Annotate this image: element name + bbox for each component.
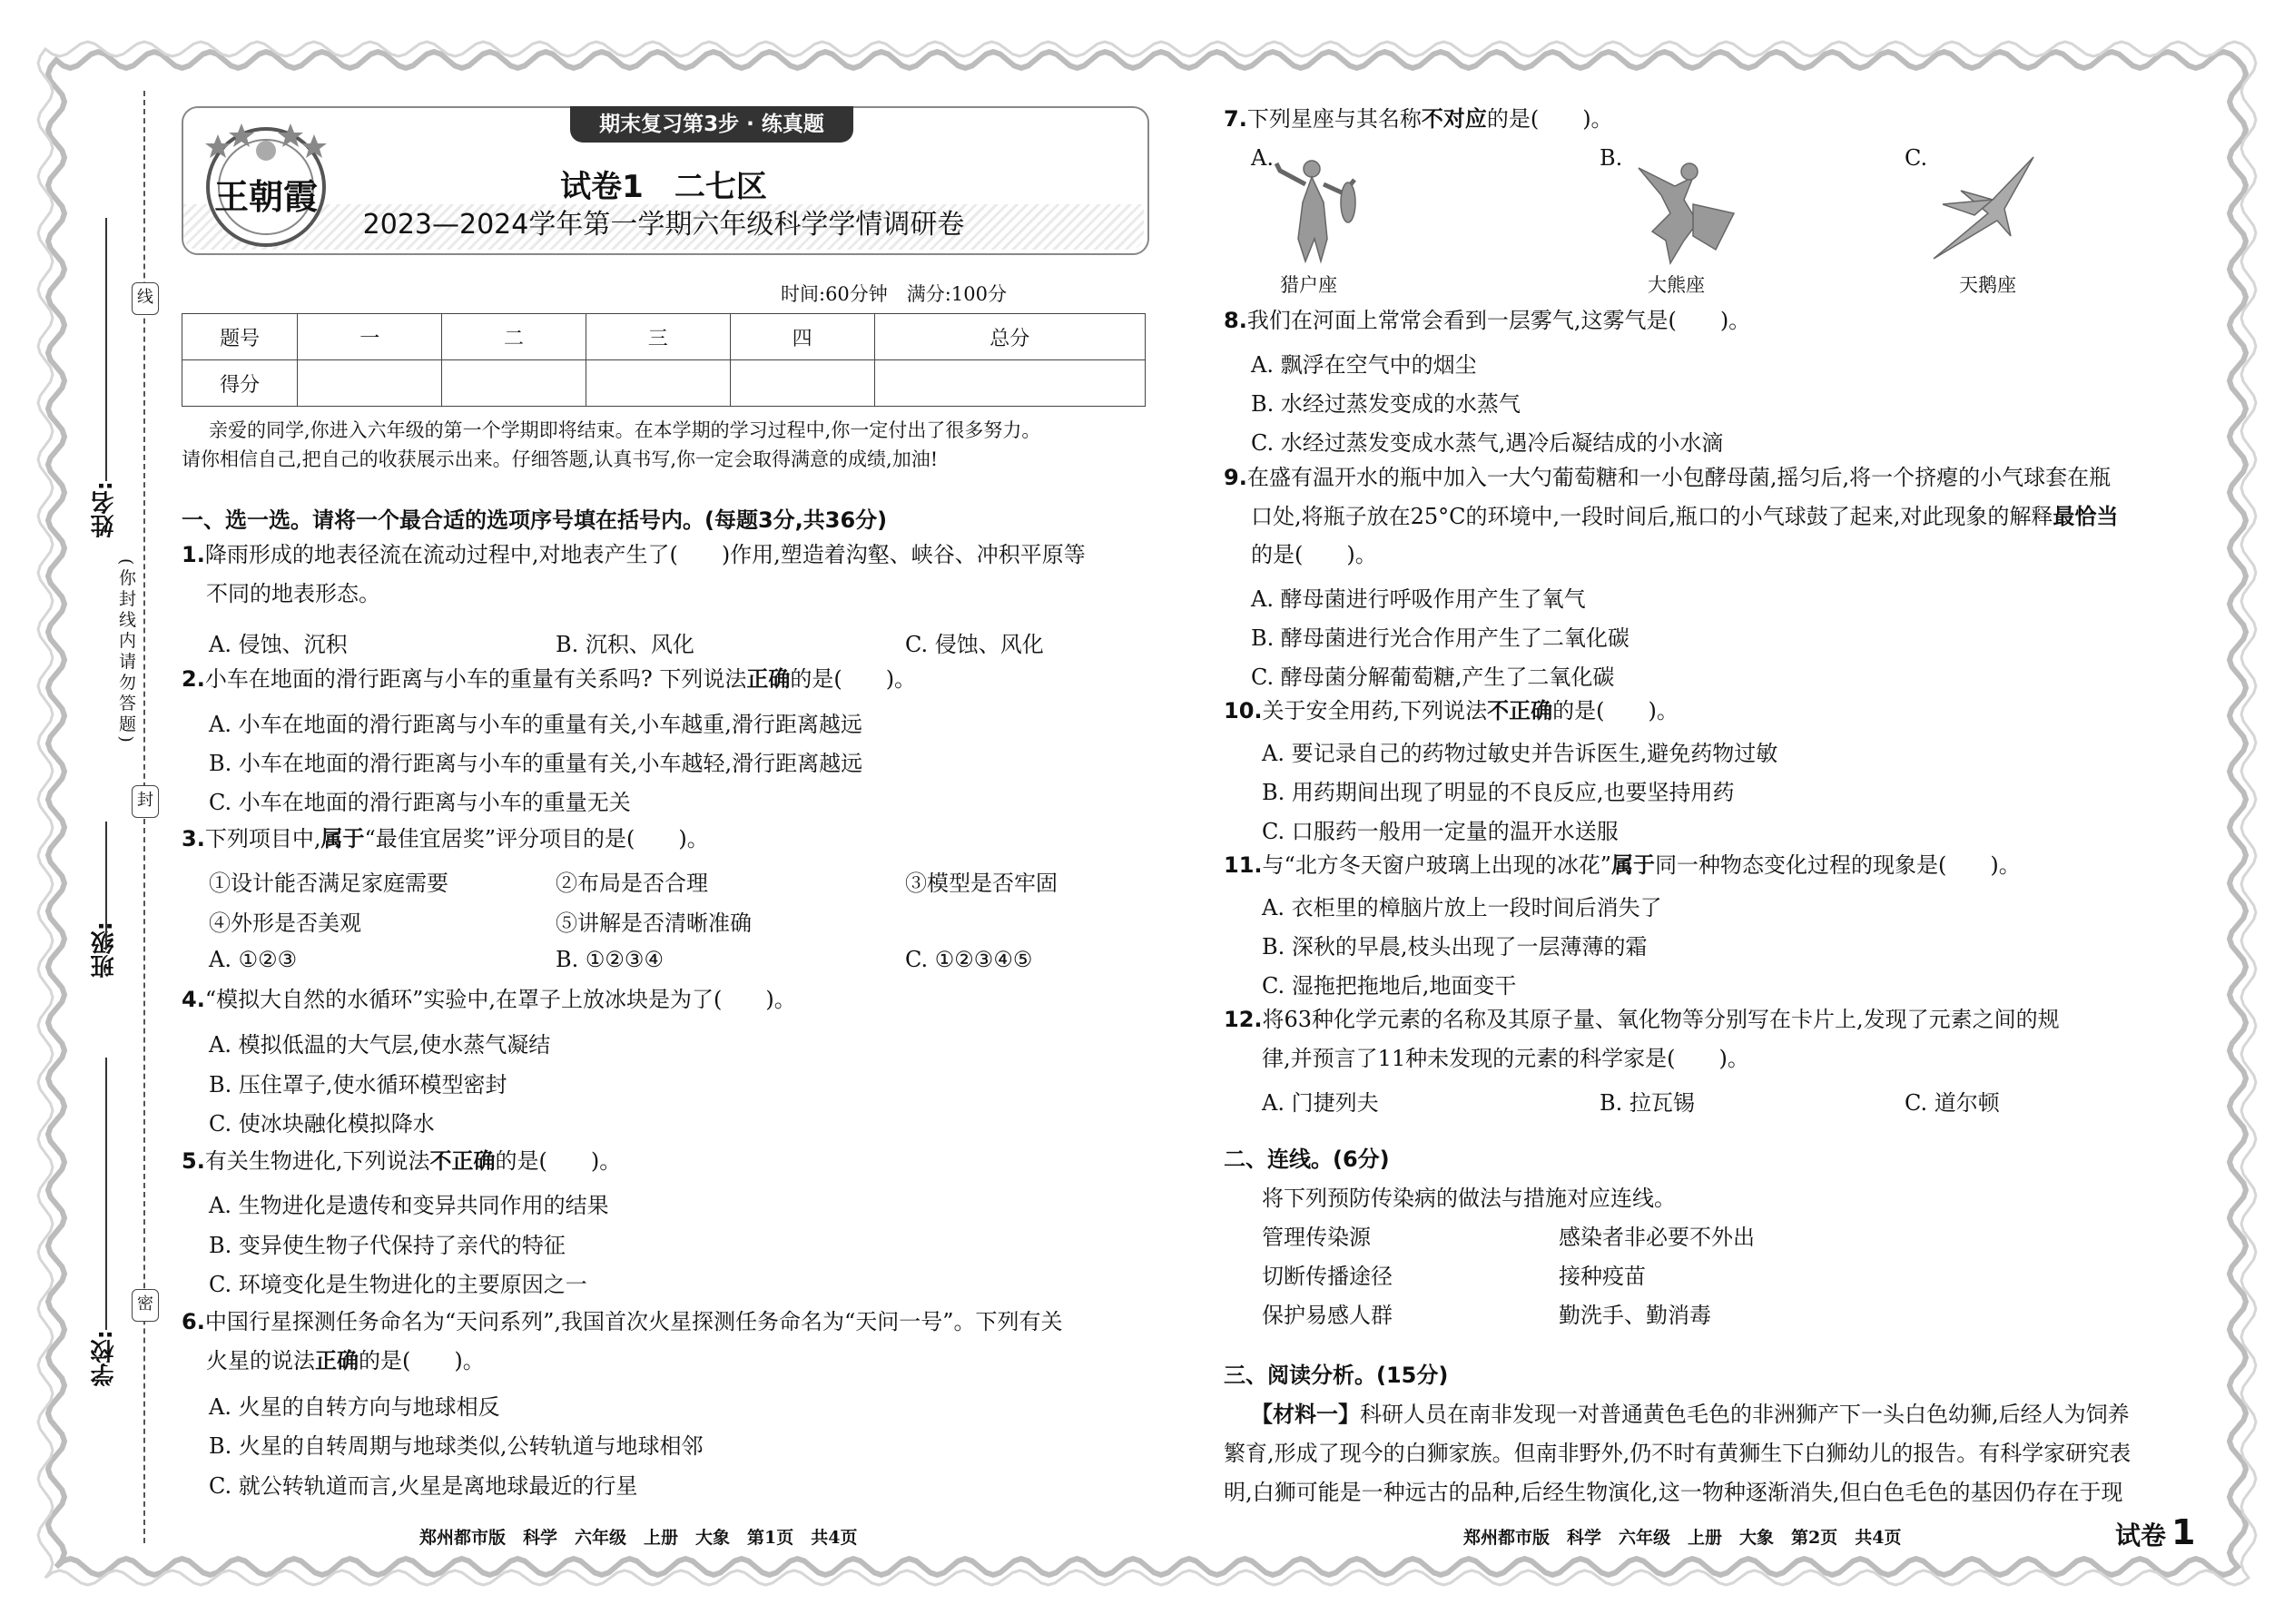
item-5: ⑤讲解是否清晰准确 <box>556 910 752 936</box>
q-text: 降雨形成的地表径流在流动过程中,对地表产生了( )作用,塑造着沟壑、峡谷、冲积平原等 <box>204 542 1086 567</box>
option-a[interactable]: A. <box>1251 145 1274 171</box>
match-left-3[interactable]: 保护易感人群 <box>1262 1303 1393 1328</box>
option-c[interactable]: C. 湿拖把拖地后,地面变干 <box>1262 973 1517 999</box>
score-input-total[interactable] <box>874 360 1146 407</box>
option-a[interactable]: A. 酵母菌进行呼吸作用产生了氧气 <box>1251 586 1586 612</box>
school-label: 学校: <box>91 1330 118 1387</box>
q-number: 8. <box>1224 308 1247 333</box>
intro-line-1: 亲爱的同学,你进入六年级的第一个学期即将结束。在本学期的学习过程中,你一定付出了很多努力。 <box>209 419 1041 441</box>
class-field[interactable] <box>105 822 107 949</box>
option-b[interactable]: B. 水经过蒸发变成的水蒸气 <box>1251 391 1521 417</box>
q-number: 6. <box>182 1309 205 1334</box>
q-emphasis: 正确 <box>746 666 791 692</box>
material-text: 明,白狮可能是一种远古的品种,后经生物演化,这一物种逐渐消失,但白色毛色的基因仍存在于现 <box>1224 1480 2123 1505</box>
q-text: 口处,将瓶子放在25°C的环境中,一段时间后,瓶口的小气球鼓了起来,对此现象的解释 <box>1251 504 2053 529</box>
match-left-1[interactable]: 管理传染源 <box>1262 1225 1371 1250</box>
table-cell: 四 <box>730 314 874 360</box>
q-emphasis: 最恰当 <box>2053 504 2119 529</box>
paper-badge-text: 试卷 <box>2115 1521 2167 1550</box>
match-left-2[interactable]: 切断传播途径 <box>1262 1264 1393 1289</box>
q-text: “模拟大自然的水循环”实验中,在罩子上放冰块是为了( )。 <box>204 987 796 1012</box>
option-b[interactable]: B. 变异使生物子代保持了亲代的特征 <box>209 1233 566 1258</box>
option-a[interactable]: A. 模拟低温的大气层,使水蒸气凝结 <box>209 1032 551 1058</box>
q-text: 关于安全用药,下列说法 <box>1262 698 1488 723</box>
no-answer-note: (你封线内请勿答题) <box>116 558 136 746</box>
material-label: 【材料一】 <box>1251 1402 1360 1427</box>
option-b[interactable]: B. 压住罩子,使水循环模型密封 <box>209 1072 507 1097</box>
name-label: 姓名: <box>91 481 118 538</box>
footer-right: 郑州都市版 科学 六年级 上册 大象 第2页 共4页 <box>1463 1528 1902 1548</box>
caption-b: 大熊座 <box>1648 274 1705 296</box>
q-text: 小车在地面的滑行距离与小车的重量有关系吗? 下列说法 <box>204 666 747 692</box>
q-text: 我们在河面上常常会看到一层雾气,这雾气是( )。 <box>1246 308 1751 333</box>
option-a[interactable]: A. 火星的自转方向与地球相反 <box>209 1394 500 1420</box>
q-text: 下列星座与其名称 <box>1246 106 1422 132</box>
footer-left: 郑州都市版 科学 六年级 上册 大象 第1页 共4页 <box>419 1528 858 1548</box>
option-a[interactable]: A. 小车在地面的滑行距离与小车的重量有关,小车越重,滑行距离越远 <box>209 712 862 737</box>
section1-title: 一、选一选。请将一个最合适的选项序号填在括号内。(每题3分,共36分) <box>182 507 888 533</box>
table-cell: 二 <box>442 314 586 360</box>
q-emphasis: 属于 <box>320 826 365 851</box>
q-text: 与“北方冬天窗户玻璃上出现的冰花” <box>1262 852 1612 878</box>
q-number: 5. <box>182 1148 205 1174</box>
q-number: 10. <box>1224 698 1263 723</box>
q-text: 不同的地表形态。 <box>206 581 380 606</box>
q-text: 的是( )。 <box>1552 698 1679 723</box>
q-text: 的是( )。 <box>1251 542 1377 567</box>
option-a[interactable]: A. ①②③ <box>209 947 298 972</box>
section2-title: 二、连线。(6分) <box>1224 1147 1390 1172</box>
name-field[interactable] <box>105 218 107 481</box>
intro-line-2: 请你相信自己,把自己的收获展示出来。仔细答题,认真书写,你一定会取得满意的成绩,加油! <box>182 448 939 470</box>
school-field[interactable] <box>105 1058 107 1330</box>
q-text: 中国行星探测任务命名为“天问系列”,我国首次火星探测任务命名为“天问一号”。下列有关 <box>204 1309 1063 1334</box>
seal-char-xian: 线 <box>132 282 159 315</box>
option-a[interactable]: A. 门捷列夫 <box>1262 1090 1379 1116</box>
class-label: 班级: <box>91 921 118 979</box>
option-b[interactable]: B. 沉积、风化 <box>556 632 694 657</box>
option-c[interactable]: C. 使冰块融化模拟降水 <box>209 1111 435 1137</box>
option-b[interactable]: B. 深秋的早晨,枝头出现了一层薄薄的霜 <box>1262 934 1648 960</box>
option-c[interactable]: C. 就公转轨道而言,火星是离地球最近的行星 <box>209 1473 638 1499</box>
q-emphasis: 不对应 <box>1421 106 1487 132</box>
option-c[interactable]: C. 口服药一般用一定量的温开水送服 <box>1262 819 1619 844</box>
q-number: 4. <box>182 987 205 1012</box>
logo-text: 王朝霞 <box>213 176 318 217</box>
option-b[interactable]: B. 拉瓦锡 <box>1600 1090 1695 1116</box>
option-b[interactable]: B. <box>1600 145 1623 171</box>
option-b[interactable]: B. 酵母菌进行光合作用产生了二氧化碳 <box>1251 625 1629 651</box>
table-row <box>182 314 1146 360</box>
table-row <box>182 360 1146 407</box>
table-cell: 一 <box>298 314 442 360</box>
q-text: 将63种化学元素的名称及其原子量、氧化物等分别写在卡片上,发现了元素之间的规 <box>1262 1007 2060 1032</box>
item-3: ③模型是否牢固 <box>905 871 1058 896</box>
caption-a: 猎户座 <box>1280 274 1337 296</box>
q-text: 火星的说法 <box>206 1348 315 1373</box>
seal-char-mi: 密 <box>132 1289 159 1322</box>
q-text: 同一种物态变化过程的现象是( )。 <box>1655 852 2021 878</box>
q-text: 律,并预言了11种未发现的元素的科学家是( )。 <box>1262 1046 1749 1071</box>
option-c[interactable]: C. 水经过蒸发变成水蒸气,遇冷后凝结成的小水滴 <box>1251 430 1724 456</box>
option-b[interactable]: B. 火星的自转周期与地球类似,公转轨道与地球相邻 <box>209 1433 704 1459</box>
option-a[interactable]: A. 生物进化是遗传和变异共同作用的结果 <box>209 1193 609 1218</box>
option-c[interactable]: C. 侵蚀、风化 <box>905 632 1044 657</box>
exam-title: 试卷1 二七区 <box>560 169 767 205</box>
option-b[interactable]: B. ①②③④ <box>556 947 664 972</box>
q-number: 9. <box>1224 465 1247 490</box>
q-text: 的是( )。 <box>790 666 917 692</box>
match-right-3[interactable]: 勤洗手、勤消毒 <box>1559 1303 1711 1328</box>
q-number: 1. <box>182 542 205 567</box>
material-text: 科研人员在南非发现一对普通黄色毛色的非洲狮产下一头白色幼狮,后经人为饲养 <box>1360 1402 2130 1427</box>
q-text: “最佳宜居奖”评分项目的是( )。 <box>364 826 709 851</box>
option-c[interactable]: C. ①②③④⑤ <box>905 947 1033 972</box>
q-text: 的是( )。 <box>359 1348 485 1373</box>
q-emphasis: 不正确 <box>429 1148 496 1174</box>
cygnus-constellation-image <box>1925 150 2043 268</box>
score-input-1[interactable] <box>298 360 442 407</box>
q-number: 12. <box>1224 1007 1263 1032</box>
section2-instruction: 将下列预防传染病的做法与措施对应连线。 <box>1262 1186 1676 1211</box>
match-right-2[interactable]: 接种疫苗 <box>1559 1264 1646 1289</box>
ursa-major-image <box>1629 150 1748 268</box>
option-a[interactable]: A. 侵蚀、沉积 <box>209 632 348 657</box>
option-c[interactable]: C. 道尔顿 <box>1905 1090 2000 1116</box>
paper-badge-number: 1 <box>2171 1512 2196 1552</box>
q-emphasis: 属于 <box>1611 852 1656 878</box>
q-emphasis: 不正确 <box>1487 698 1553 723</box>
option-c[interactable]: C. 小车在地面的滑行距离与小车的重量无关 <box>209 790 631 815</box>
option-c[interactable]: C. <box>1905 145 1928 171</box>
match-right-1[interactable]: 感染者非必要不外出 <box>1559 1225 1755 1250</box>
step-banner: 期末复习第3步 · 练真题 <box>570 106 853 143</box>
paper-badge <box>2115 1512 2195 1552</box>
option-b[interactable]: B. 小车在地面的滑行距离与小车的重量有关,小车越轻,滑行距离越远 <box>209 751 863 776</box>
table-cell: 题号 <box>182 314 298 360</box>
option-c[interactable]: C. 酵母菌分解葡萄糖,产生了二氧化碳 <box>1251 664 1615 690</box>
q-text: 下列项目中, <box>204 826 321 851</box>
item-2: ②布局是否合理 <box>556 871 708 896</box>
table-cell: 三 <box>586 314 730 360</box>
item-1: ①设计能否满足家庭需要 <box>209 871 448 896</box>
score-input-2[interactable] <box>442 360 586 407</box>
q-number: 3. <box>182 826 205 851</box>
material-text: 繁育,形成了现今的白狮家族。但南非野外,仍不时有黄狮生下白狮幼儿的报告。有科学家研究表 <box>1224 1441 2132 1466</box>
exam-subtitle: 2023—2024学年第一学期六年级科学学情调研卷 <box>362 209 965 241</box>
q-text: 有关生物进化,下列说法 <box>204 1148 430 1174</box>
q-text: 的是( )。 <box>495 1148 622 1174</box>
q-number: 11. <box>1224 852 1263 878</box>
option-a[interactable]: A. 衣柜里的樟脑片放上一段时间后消失了 <box>1262 895 1662 920</box>
option-a[interactable]: A. 飘浮在空气中的烟尘 <box>1251 352 1477 378</box>
q-text: 的是( )。 <box>1486 106 1613 132</box>
score-table <box>182 313 1146 407</box>
q-text: 在盛有温开水的瓶中加入一大勺葡萄糖和一小包酵母菌,摇匀后,将一个挤瘪的小气球套在瓶 <box>1246 465 2112 490</box>
score-input-3[interactable] <box>586 360 730 407</box>
q-number: 2. <box>182 666 205 692</box>
option-b[interactable]: B. 用药期间出现了明显的不良反应,也要坚持用药 <box>1262 780 1735 805</box>
time-info: 时间:60分钟 满分:100分 <box>781 283 1007 305</box>
seal-char-feng: 封 <box>132 785 159 818</box>
item-4: ④外形是否美观 <box>209 910 361 936</box>
q-emphasis: 正确 <box>315 1348 359 1373</box>
option-a[interactable]: A. 要记录自己的药物过敏史并告诉医生,避免药物过敏 <box>1262 741 1778 766</box>
score-input-4[interactable] <box>730 360 874 407</box>
caption-c: 天鹅座 <box>1959 274 2016 296</box>
q-number: 7. <box>1224 106 1247 132</box>
orion-constellation-image <box>1271 153 1362 266</box>
section3-title: 三、阅读分析。(15分) <box>1224 1363 1449 1388</box>
table-cell: 总分 <box>874 314 1146 360</box>
option-c[interactable]: C. 环境变化是生物进化的主要原因之一 <box>209 1272 587 1297</box>
table-cell: 得分 <box>182 360 298 407</box>
